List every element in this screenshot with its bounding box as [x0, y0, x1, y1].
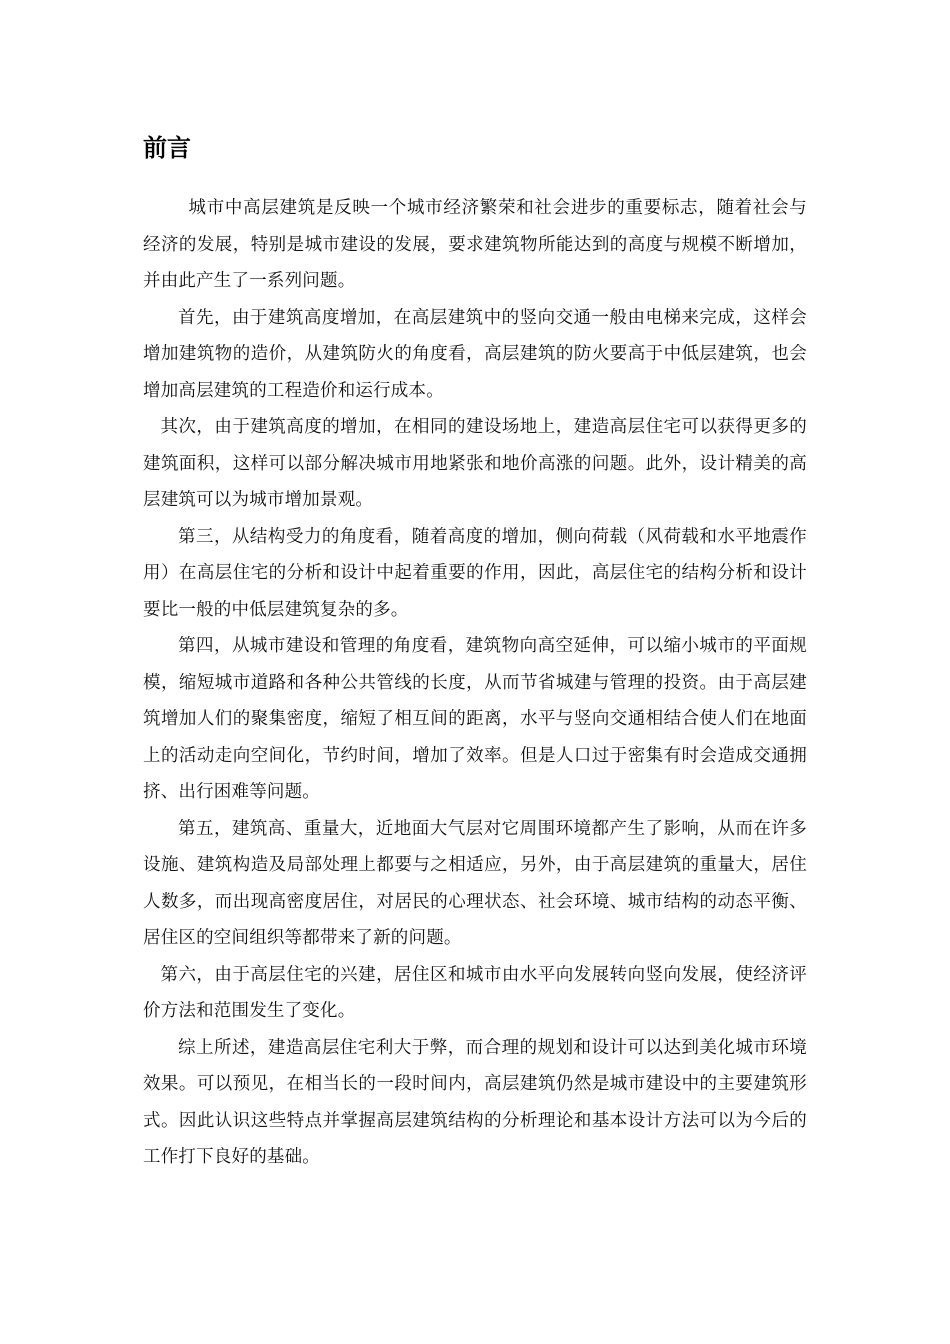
paragraph-first: 首先，由于建筑高度增加，在高层建筑中的竖向交通一般由电梯来完成，这样会增加建筑物的造价，从建筑防火的角度看，高层建筑的防火要高于中低层建筑，也会增加高层建筑的工程造价和运行成本。 [143, 307, 807, 401]
paragraph-fourth: 第四，从城市建设和管理的角度看，建筑物向高空延伸，可以缩小城市的平面规模，缩短城市道路和各种公共管线的长度，从而节省城建与管理的投资。由于高层建筑增加人们的聚集密度，缩短了相互间的距离，水平与竖向交通相结合使人们在地面上的活动走向空间化，节约时间，增加了效率。但是人口过于密集有时会造成交通拥挤、出行困难等问题。 [143, 636, 807, 802]
paragraph-intro: 城市中高层建筑是反映一个城市经济繁荣和社会进步的重要标志，随着社会与经济的发展，特别是城市建设的发展，要求建筑物所能达到的高度与规模不断增加，并由此产生了一系列问题。 [143, 198, 807, 291]
paragraph-third: 第三，从结构受力的角度看，随着高度的增加，侧向荷载（风荷载和水平地震作用）在高层住宅的分析和设计中起着重要的作用，因此，高层住宅的结构分析和设计要比一般的中低层建筑复杂的多。 [143, 526, 807, 620]
paragraph-summary: 综上所述，建造高层住宅利大于弊，而合理的规划和设计可以达到美化城市环境效果。可以预见，在相当长的一段时间内，高层建筑仍然是城市建设中的主要建筑形式。因此认识这些特点并掌握高层建筑结构的分析理论和基本设计方法可以为今后的工作打下良好的基础。 [143, 1037, 807, 1167]
paragraph-sixth: 第六，由于高层住宅的兴建，居住区和城市由水平向发展转向竖向发展，使经济评价方法和范围发生了变化。 [143, 964, 807, 1021]
document-body [143, 128, 807, 1176]
paragraph-fifth: 第五，建筑高、重量大，近地面大气层对它周围环境都产生了影响，从而在许多设施、建筑构造及局部处理上都要与之相适应，另外，由于高层建筑的重量大，居住人数多，而出现高密度居住，对居民的心理状态、社会环境、城市结构的动态平衡、居住区的空间组织等都带来了新的问题。 [143, 818, 807, 948]
paragraph-second: 其次，由于建筑高度的增加，在相同的建设场地上，建造高层住宅可以获得更多的建筑面积，这样可以部分解决城市用地紧张和地价高涨的问题。此外，设计精美的高层建筑可以为城市增加景观。 [143, 417, 807, 510]
page-title: 前言 [143, 134, 191, 162]
